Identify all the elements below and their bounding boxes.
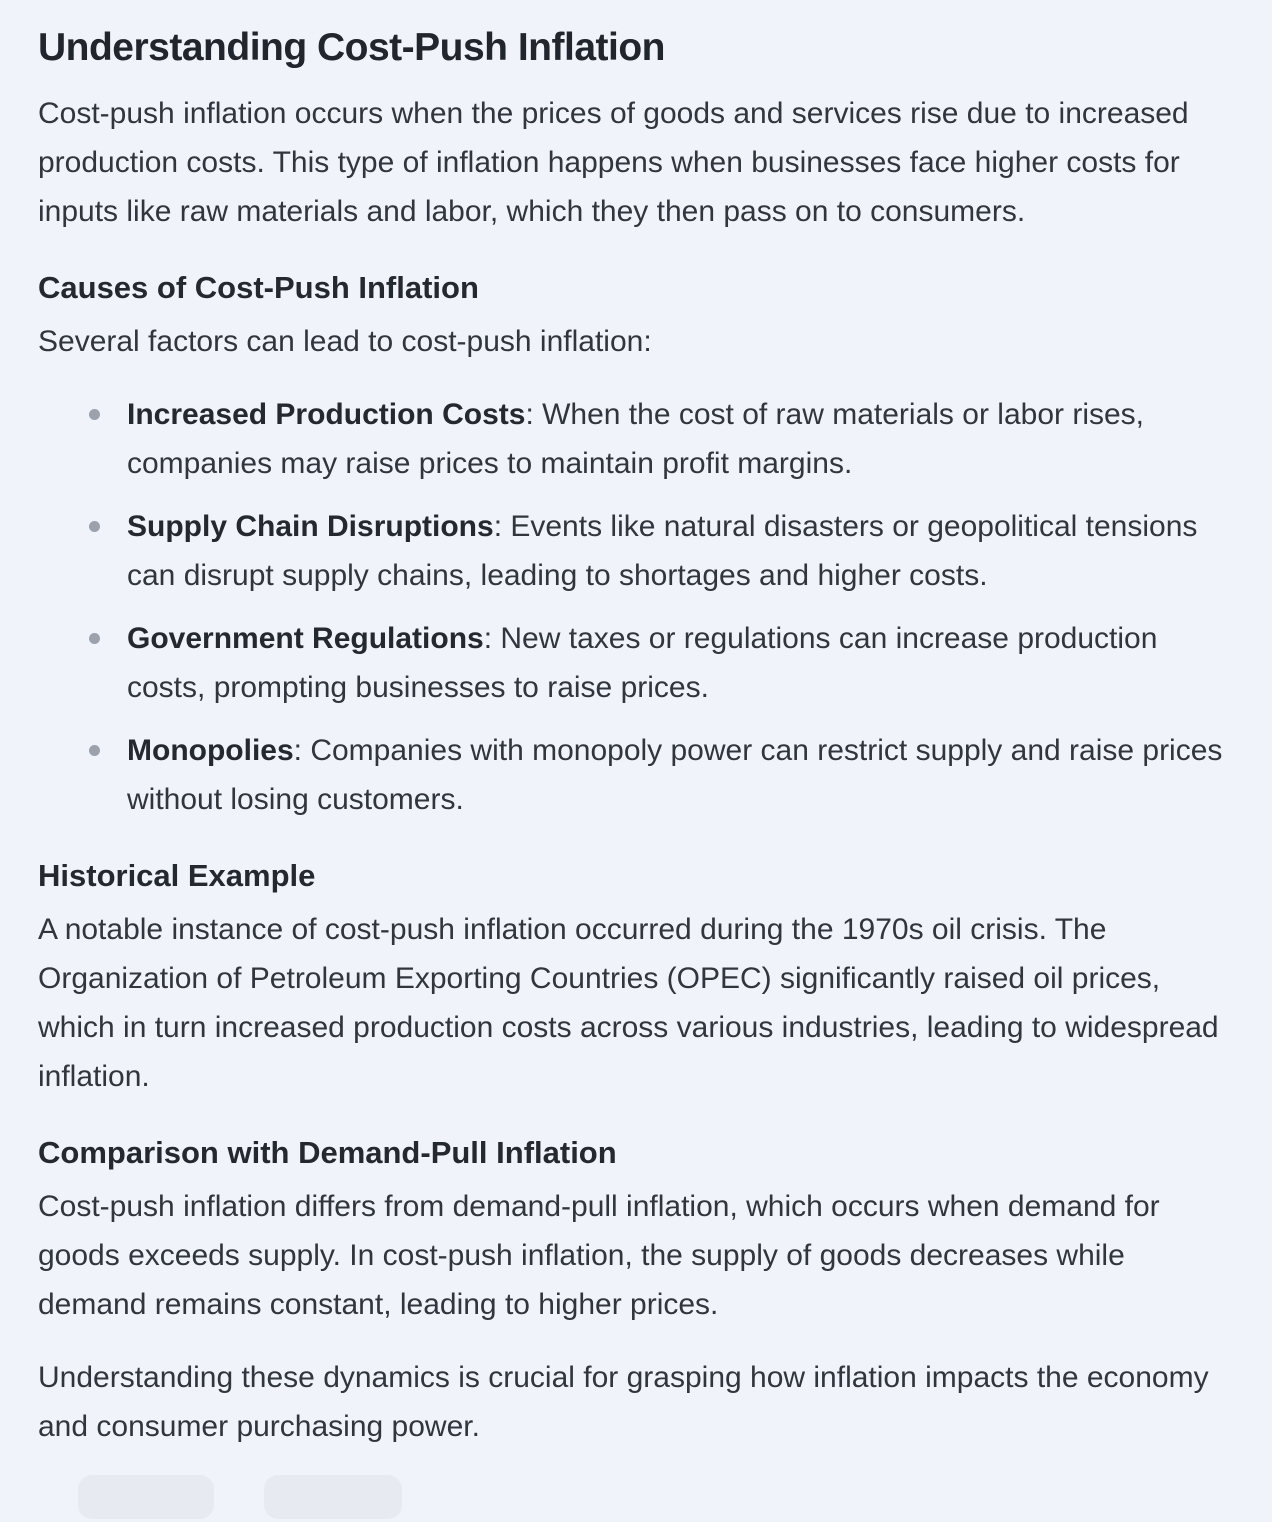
causes-lead-paragraph: Several factors can lead to cost-push inflation: — [38, 325, 652, 358]
historical-example-paragraph: A notable instance of cost-push inflation occurred during the 1970s oil crisis. The Organization of Petroleum Exporting Countries (OPEC) significantly raised oil prices, which in turn increased production costs across various industries, leading to widespread inflation. — [38, 913, 1219, 1093]
page-title: Understanding Cost-Push Inflation — [38, 26, 665, 69]
comparison-paragraph: Cost-push inflation differs from demand-pull inflation, which occurs when demand for goods exceeds supply. In cost-push inflation, the supply of goods decreases while demand remains constant, leading to higher prices. — [38, 1190, 1160, 1321]
section-heading-causes: Causes of Cost-Push Inflation — [38, 270, 479, 305]
list-item — [89, 726, 1228, 824]
list-item — [89, 614, 1228, 712]
list-item-text: : Companies with monopoly power can restrict supply and raise prices without losing customers. — [127, 734, 1223, 816]
section-heading-historical-example: Historical Example — [38, 858, 316, 893]
suggestion-chip[interactable] — [78, 1475, 214, 1519]
list-item — [89, 502, 1228, 600]
list-item-text: : Events like natural disasters or geopolitical tensions can disrupt supply chains, leading to shortages and higher costs. — [127, 510, 1198, 592]
suggestion-chips — [78, 1475, 1234, 1519]
list-item-term: Increased Production Costs — [127, 398, 526, 431]
list-item-term: Government Regulations — [127, 622, 484, 655]
intro-paragraph: Cost-push inflation occurs when the prices of goods and services rise due to increased production costs. This type of inflation happens when businesses face higher costs for inputs like raw materials and labor, which they then pass on to consumers. — [38, 97, 1189, 228]
list-item-text: : New taxes or regulations can increase production costs, prompting businesses to raise prices. — [127, 622, 1158, 704]
section-heading-comparison: Comparison with Demand-Pull Inflation — [38, 1135, 617, 1170]
list-item-term: Monopolies — [127, 734, 294, 767]
closing-paragraph: Understanding these dynamics is crucial for grasping how inflation impacts the economy and consumer purchasing power. — [38, 1361, 1209, 1443]
list-item — [89, 390, 1228, 488]
list-item-text: : When the cost of raw materials or labor rises, companies may raise prices to maintain profit margins. — [127, 398, 1144, 480]
list-item-term: Supply Chain Disruptions — [127, 510, 494, 543]
suggestion-chip[interactable] — [264, 1475, 402, 1519]
causes-list — [38, 390, 1228, 824]
